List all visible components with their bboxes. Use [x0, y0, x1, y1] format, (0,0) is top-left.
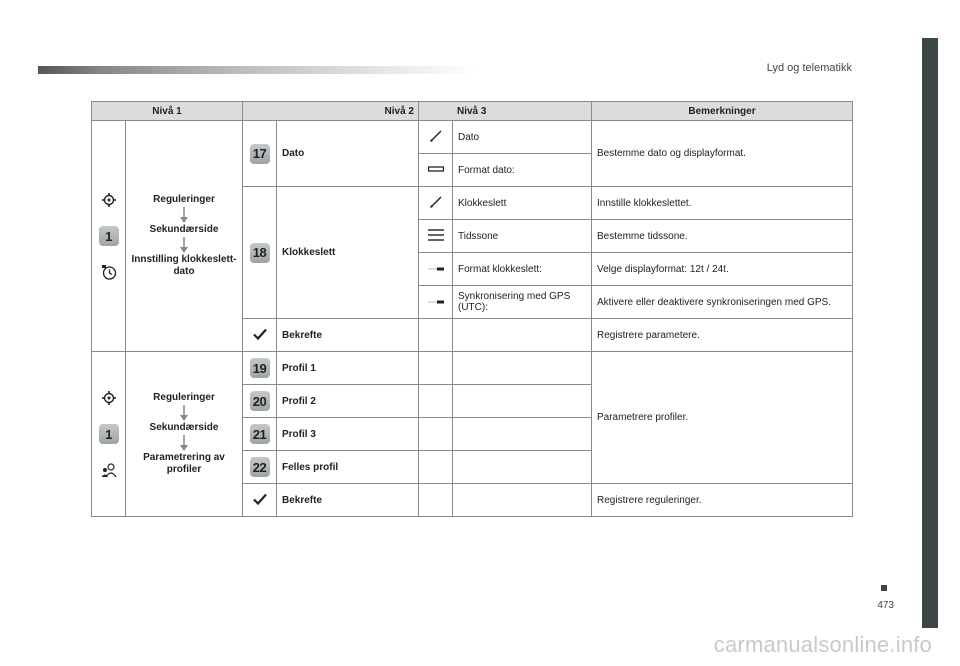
remark: Aktivere eller deaktivere synkroniseringen med GPS.: [592, 286, 853, 319]
header-level3: Nivå 3: [419, 102, 592, 121]
badge-19: 19: [250, 358, 270, 378]
side-strip: [922, 38, 938, 628]
header-remarks: Bemerkninger: [592, 102, 853, 121]
nav-step: Parametrering av profiler: [143, 452, 225, 475]
level2-label: Bekrefte: [277, 319, 419, 352]
header-level2: Nivå 2: [243, 102, 419, 121]
page-number: 473: [877, 600, 894, 611]
level2-label: Klokkeslett: [277, 187, 419, 319]
watermark: carmanualsonline.info: [713, 632, 932, 657]
badge-17: 17: [250, 144, 270, 164]
table-row: [92, 121, 853, 154]
level2-badge-cell: [243, 121, 277, 187]
level2-label: Felles profil: [277, 451, 419, 484]
header-gradient-bar: [38, 66, 478, 74]
badge-20: 20: [250, 391, 270, 411]
header-level1: Nivå 1: [92, 102, 243, 121]
empty-cell: [453, 385, 592, 418]
checkmark-icon: [252, 491, 268, 507]
level2-badge-cell: [243, 352, 277, 385]
level1-icons-1: [92, 121, 126, 352]
checkmark-icon: [252, 326, 268, 342]
empty-cell: [419, 352, 453, 385]
level1-icons-2: [92, 352, 126, 517]
level2-badge-cell: [243, 451, 277, 484]
toggle-icon: [428, 293, 444, 309]
level3-label: Format dato:: [453, 154, 592, 187]
rectangle-icon: [428, 161, 444, 177]
level3-label: Dato: [453, 121, 592, 154]
level1-nav-1: [126, 121, 243, 352]
nav-step: Sekundærside: [149, 224, 219, 235]
level2-icon-cell: [243, 319, 277, 352]
remark: Velge displayformat: 12t / 24t.: [592, 253, 853, 286]
level3-icon-cell: [419, 286, 453, 319]
arrow-down-icon: [179, 237, 189, 253]
nav-step: Sekundærside: [149, 422, 219, 433]
pencil-icon: [428, 194, 444, 210]
level1-badge: 1: [99, 424, 119, 444]
level2-icon-cell: [243, 484, 277, 517]
remark: Registrere reguleringer.: [592, 484, 853, 517]
empty-cell: [453, 418, 592, 451]
remark: Registrere parametere.: [592, 319, 853, 352]
table-row: [92, 352, 853, 385]
level3-icon-cell: [419, 220, 453, 253]
gear-icon: [101, 390, 117, 406]
level3-icon-cell: [419, 253, 453, 286]
badge-21: 21: [250, 424, 270, 444]
clock-icon: [101, 264, 117, 280]
level2-label: Profil 2: [277, 385, 419, 418]
level2-label: Profil 1: [277, 352, 419, 385]
empty-cell: [419, 319, 453, 352]
level3-icon-cell: [419, 154, 453, 187]
arrow-down-icon: [179, 405, 189, 421]
empty-cell: [419, 418, 453, 451]
toggle-icon: [428, 260, 444, 276]
level2-badge-cell: [243, 187, 277, 319]
level2-label: Bekrefte: [277, 484, 419, 517]
empty-cell: [453, 319, 592, 352]
nav-step: Reguleringer: [153, 194, 215, 205]
level1-badge: 1: [99, 226, 119, 246]
table-header-row: [92, 102, 853, 121]
remark: Bestemme dato og displayformat.: [592, 121, 853, 187]
empty-cell: [453, 484, 592, 517]
arrow-down-icon: [179, 207, 189, 223]
nav-step: Innstilling klokkeslett-dato: [131, 254, 237, 277]
pencil-icon: [428, 128, 444, 144]
remark: Innstille klokkeslettet.: [592, 187, 853, 220]
empty-cell: [453, 352, 592, 385]
page-marker: [881, 585, 887, 591]
list-icon: [428, 227, 444, 243]
level3-label: Klokkeslett: [453, 187, 592, 220]
level1-nav-2: [126, 352, 243, 517]
settings-table: [91, 101, 853, 517]
level3-label: Format klokkeslett:: [453, 253, 592, 286]
empty-cell: [453, 451, 592, 484]
profiles-icon: [101, 462, 117, 478]
nav-step: Reguleringer: [153, 392, 215, 403]
level3-label: Synkronisering med GPS (UTC):: [453, 286, 592, 319]
remark: Parametrere profiler.: [592, 352, 853, 484]
gear-icon: [101, 192, 117, 208]
badge-22: 22: [250, 457, 270, 477]
level3-icon-cell: [419, 187, 453, 220]
level2-badge-cell: [243, 385, 277, 418]
remark: Bestemme tidssone.: [592, 220, 853, 253]
empty-cell: [419, 451, 453, 484]
level3-icon-cell: [419, 121, 453, 154]
empty-cell: [419, 385, 453, 418]
level2-badge-cell: [243, 418, 277, 451]
badge-18: 18: [250, 243, 270, 263]
arrow-down-icon: [179, 435, 189, 451]
level2-label: Dato: [277, 121, 419, 187]
page-header-title: Lyd og telematikk: [766, 62, 852, 74]
level2-label: Profil 3: [277, 418, 419, 451]
level3-label: Tidssone: [453, 220, 592, 253]
empty-cell: [419, 484, 453, 517]
